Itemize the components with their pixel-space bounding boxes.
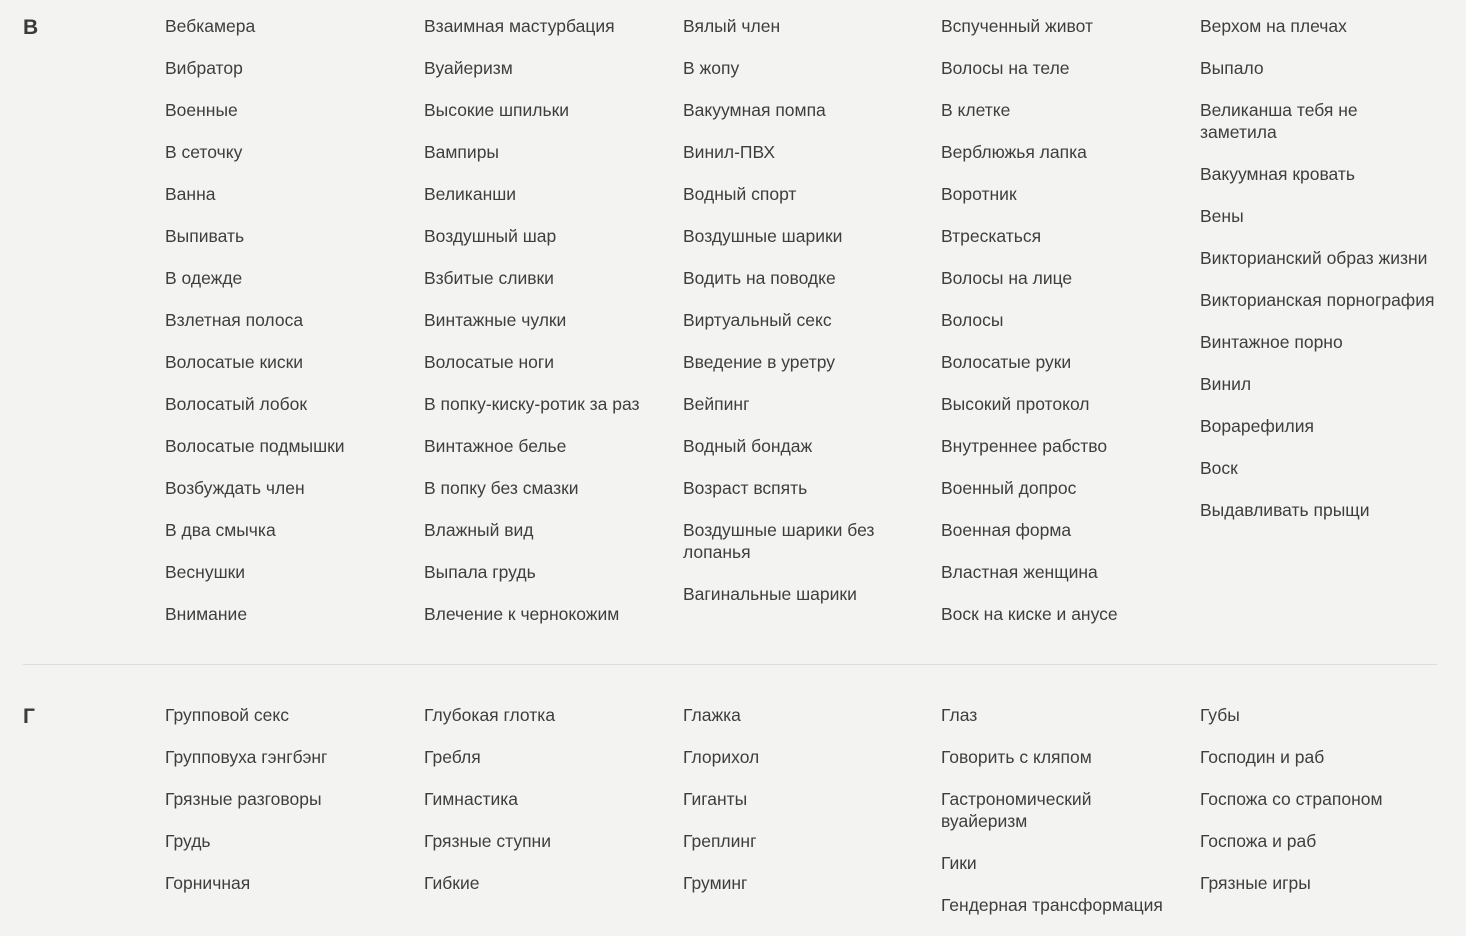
category-link[interactable]: Воздушный шар (424, 226, 557, 246)
category-link[interactable]: Вены (1200, 206, 1244, 226)
category-link[interactable]: Вагинальные шарики (683, 584, 857, 604)
category-link[interactable]: Воск на киске и анусе (941, 604, 1118, 624)
category-link[interactable]: Веснушки (165, 562, 246, 582)
category-link[interactable]: Великанша тебя не заметила (1200, 100, 1358, 142)
column-5 (1200, 15, 1438, 541)
column-3 (683, 15, 921, 625)
category-link[interactable]: Верблюжья лапка (941, 142, 1087, 162)
category-link[interactable]: Вялый член (683, 16, 781, 36)
column-4 (941, 704, 1179, 936)
category-link[interactable]: Вакуумная помпа (683, 100, 826, 120)
category-link[interactable]: Выдавливать прыщи (1200, 500, 1370, 520)
category-link[interactable]: Волосатые ноги (424, 352, 555, 372)
category-link[interactable]: Волосатый лобок (165, 394, 308, 414)
category-link[interactable]: Верхом на плечах (1200, 16, 1347, 36)
category-link[interactable]: Губы (1200, 705, 1240, 725)
category-link[interactable]: Внимание (165, 604, 248, 624)
category-link[interactable]: Грудь (165, 831, 211, 851)
category-link[interactable]: Вебкамера (165, 16, 256, 36)
category-link[interactable]: Глорихол (683, 747, 760, 767)
category-link[interactable]: Влажный вид (424, 520, 534, 540)
category-link[interactable]: Вспученный живот (941, 16, 1093, 36)
category-link[interactable]: Введение в уретру (683, 352, 835, 372)
category-link[interactable]: Гиганты (683, 789, 748, 809)
category-link[interactable]: Гики (941, 853, 977, 873)
category-link[interactable]: Водный бондаж (683, 436, 813, 456)
category-link[interactable]: Военный допрос (941, 478, 1077, 498)
category-link[interactable]: Вибратор (165, 58, 243, 78)
category-link[interactable]: Групповуха гэнгбэнг (165, 747, 328, 767)
category-link[interactable]: В два смычка (165, 520, 276, 540)
section-letter: Г (23, 705, 35, 728)
category-link[interactable]: Вейпинг (683, 394, 750, 414)
category-link[interactable]: Глажка (683, 705, 741, 725)
category-link[interactable]: Грязные игры (1200, 873, 1311, 893)
category-link[interactable]: Вампиры (424, 142, 499, 162)
category-link[interactable]: Винтажное белье (424, 436, 567, 456)
category-link[interactable]: Выпала грудь (424, 562, 536, 582)
category-link[interactable]: Вуайеризм (424, 58, 513, 78)
category-link[interactable]: Взаимная мастурбация (424, 16, 615, 36)
category-link[interactable]: Воздушные шарики без лопанья (683, 520, 875, 562)
category-link[interactable]: Викторианская порнография (1200, 290, 1435, 310)
section-letter: В (23, 16, 39, 39)
category-link[interactable]: Великанши (424, 184, 517, 204)
category-link[interactable]: Винтажное порно (1200, 332, 1343, 352)
category-link[interactable]: Горничная (165, 873, 251, 893)
column-4 (941, 15, 1179, 645)
category-link[interactable]: В одежде (165, 268, 243, 288)
category-link[interactable]: Взбитые сливки (424, 268, 554, 288)
category-link[interactable]: Возбуждать член (165, 478, 305, 498)
category-link[interactable]: Водный спорт (683, 184, 797, 204)
category-link[interactable]: Военные (165, 100, 238, 120)
category-link[interactable]: Выпивать (165, 226, 245, 246)
category-link[interactable]: Властная женщина (941, 562, 1098, 582)
category-link[interactable]: Воздушные шарики (683, 226, 843, 246)
category-link[interactable]: В клетке (941, 100, 1011, 120)
category-link[interactable]: Винил (1200, 374, 1252, 394)
category-link[interactable]: Госпожа и раб (1200, 831, 1317, 851)
category-link[interactable]: Гастрономический вуайеризм (941, 789, 1092, 831)
category-link[interactable]: Гендерная трансформация (941, 895, 1163, 915)
category-link[interactable]: Высокий протокол (941, 394, 1090, 414)
column-3 (683, 704, 921, 914)
category-link[interactable]: Воротник (941, 184, 1017, 204)
category-link[interactable]: Волосы на теле (941, 58, 1070, 78)
category-link[interactable]: Высокие шпильки (424, 100, 570, 120)
category-link[interactable]: Вакуумная кровать (1200, 164, 1356, 184)
category-link[interactable]: Виртуальный секс (683, 310, 832, 330)
category-link[interactable]: Влечение к чернокожим (424, 604, 620, 624)
category-link[interactable]: В попку без смазки (424, 478, 579, 498)
column-1 (165, 15, 403, 645)
category-link[interactable]: Госпожа со страпоном (1200, 789, 1383, 809)
category-link[interactable]: Втрескаться (941, 226, 1042, 246)
category-link[interactable]: Господин и раб (1200, 747, 1325, 767)
category-link[interactable]: Волосатые подмышки (165, 436, 345, 456)
category-link[interactable]: Гребля (424, 747, 481, 767)
column-2 (424, 15, 662, 645)
category-link[interactable]: Глаз (941, 705, 978, 725)
category-link[interactable]: Возраст вспять (683, 478, 808, 498)
category-link[interactable]: Выпало (1200, 58, 1264, 78)
category-link[interactable]: Греплинг (683, 831, 757, 851)
category-link[interactable]: Волосы (941, 310, 1004, 330)
category-link[interactable]: Гимнастика (424, 789, 519, 809)
category-link[interactable]: В попку-киску-ротик за раз (424, 394, 640, 414)
category-link[interactable]: Внутреннее рабство (941, 436, 1108, 456)
category-link[interactable]: Груминг (683, 873, 748, 893)
category-link[interactable]: Взлетная полоса (165, 310, 304, 330)
category-link[interactable]: Ванна (165, 184, 216, 204)
category-link[interactable]: В сеточку (165, 142, 243, 162)
category-link[interactable]: Водить на поводке (683, 268, 836, 288)
category-link[interactable]: Винтажные чулки (424, 310, 567, 330)
column-2 (424, 704, 662, 914)
category-link[interactable]: Воск (1200, 458, 1238, 478)
section-divider (23, 664, 1437, 665)
category-link[interactable]: Винил-ПВХ (683, 142, 776, 162)
category-link[interactable]: Групповой секс (165, 705, 290, 725)
category-link[interactable]: Ворарефилия (1200, 416, 1314, 436)
category-link[interactable]: Глубокая глотка (424, 705, 556, 725)
column-5 (1200, 704, 1438, 914)
column-1 (165, 704, 403, 914)
category-link[interactable]: Гибкие (424, 873, 480, 893)
category-link[interactable]: Викторианский образ жизни (1200, 248, 1428, 268)
category-link[interactable]: Грязные разговоры (165, 789, 322, 809)
category-link[interactable]: Волосатые киски (165, 352, 304, 372)
category-link[interactable]: Волосы на лице (941, 268, 1073, 288)
category-link[interactable]: В жопу (683, 58, 740, 78)
category-link[interactable]: Военная форма (941, 520, 1072, 540)
category-link[interactable]: Волосатые руки (941, 352, 1072, 372)
category-link[interactable]: Говорить с кляпом (941, 747, 1092, 767)
category-link[interactable]: Грязные ступни (424, 831, 551, 851)
